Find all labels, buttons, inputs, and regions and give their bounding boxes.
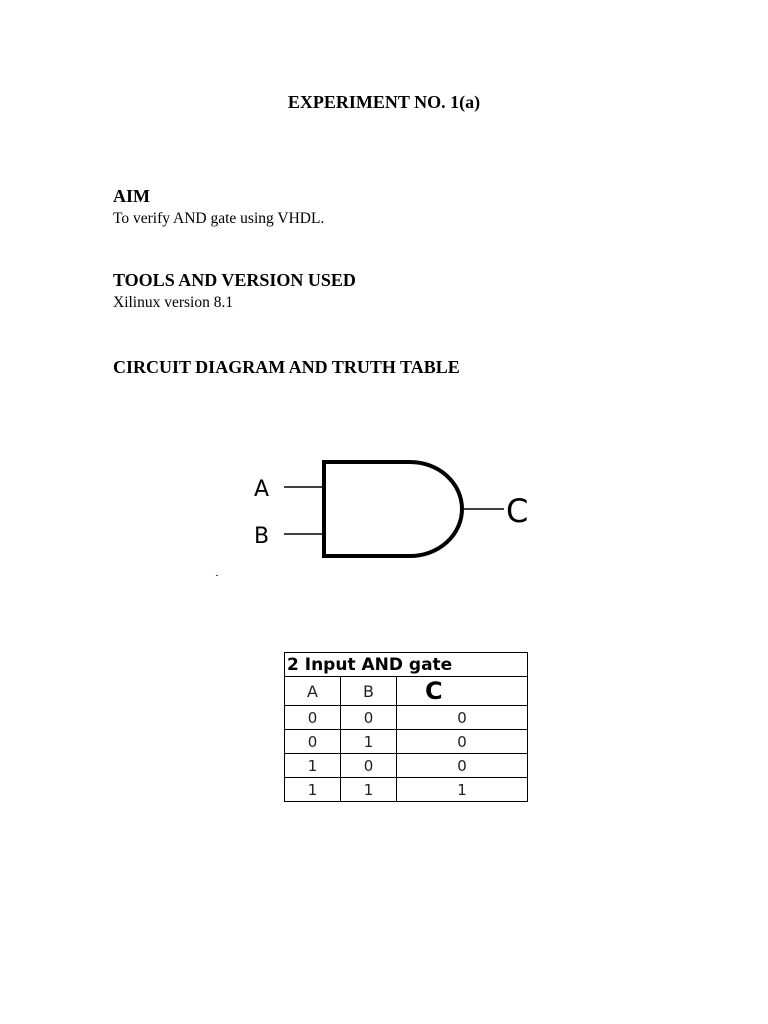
truth-table-caption-row [285,653,528,677]
cell-a: 1 [285,754,341,778]
tools-text: Xilinux version 8.1 [113,294,234,311]
header-a: A [285,677,341,706]
circuit-heading: CIRCUIT DIAGRAM AND TRUTH TABLE [113,357,460,377]
input-b-label: B [254,524,270,549]
cell-c: 0 [397,754,528,778]
and-gate-body [324,462,462,556]
input-a-label: A [254,477,270,502]
aim-heading: AIM [113,186,150,206]
cell-b: 0 [341,706,397,730]
cell-b: 1 [341,730,397,754]
experiment-title: EXPERIMENT NO. 1(a) [287,92,481,112]
truth-table [284,652,528,802]
output-c-label: C [506,492,529,530]
aim-text: To verify AND gate using VHDL. [113,210,325,227]
and-gate-diagram [240,450,540,570]
cell-a: 0 [285,730,341,754]
table-row [285,730,528,754]
table-row [285,778,528,802]
table-row [285,754,528,778]
cell-a: 1 [285,778,341,802]
stray-mark [216,575,218,576]
header-c: C [397,677,528,706]
cell-b: 1 [341,778,397,802]
cell-c: 0 [397,730,528,754]
header-b: B [341,677,397,706]
cell-a: 0 [285,706,341,730]
cell-c: 1 [397,778,528,802]
truth-table-caption: 2 Input AND gate [285,653,528,677]
cell-c: 0 [397,706,528,730]
tools-heading: TOOLS AND VERSION USED [113,270,356,290]
truth-table-header-row [285,677,528,706]
table-row [285,706,528,730]
cell-b: 0 [341,754,397,778]
